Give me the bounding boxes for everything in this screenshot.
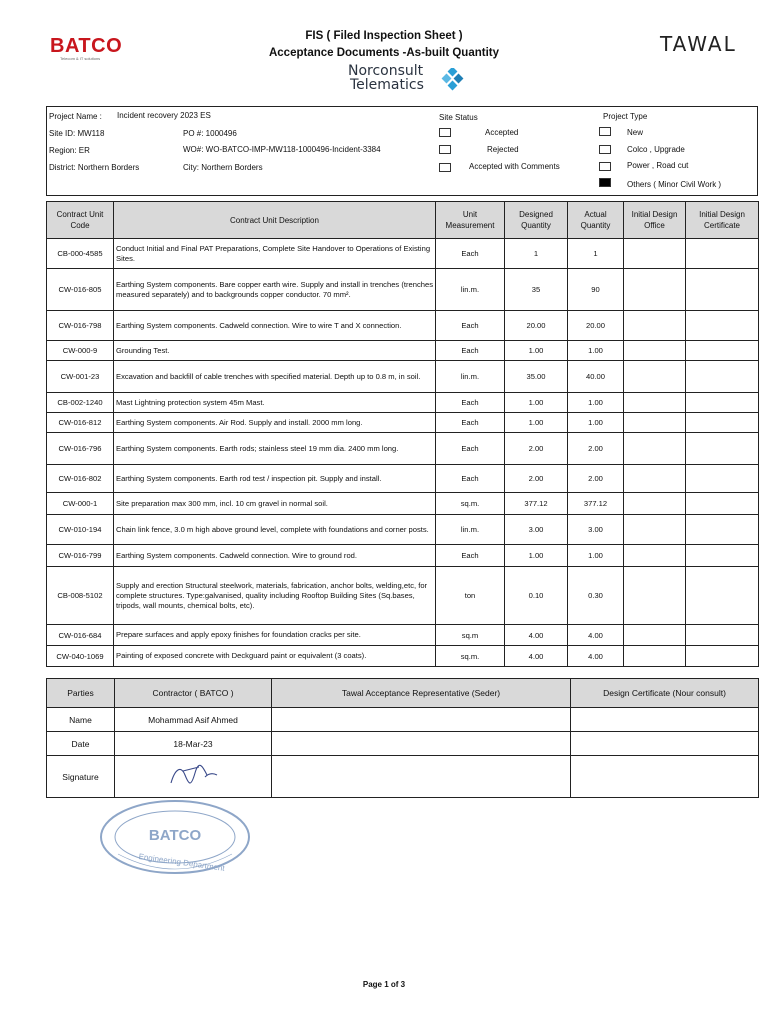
row-initial-design-certificate [686, 465, 759, 493]
row-code: CB-008-5102 [47, 567, 114, 625]
row-initial-design-certificate [686, 311, 759, 341]
row-description: Grounding Test. [114, 341, 436, 361]
site-status-label: Site Status [439, 113, 478, 122]
batco-logo-tagline: Telecom & IT solutions [60, 56, 101, 61]
row-actual-qty: 1.00 [568, 393, 624, 413]
tawal-logo [660, 32, 760, 56]
row-initial-design-certificate [686, 567, 759, 625]
contractor-date-value: 18-Mar-23 [115, 732, 272, 756]
name-label: Name [47, 708, 115, 732]
row-actual-qty: 2.00 [568, 433, 624, 465]
row-actual-qty: 0.30 [568, 567, 624, 625]
row-description: Supply and erection Structural steelwork, materials, fabrication, anchor bolts, welding,etc, for complete structures. Type:galvanised, quality including Rooftop Building Sites (Sq.bases, tripods, wall mounts, chemical bolts, etc). [114, 567, 436, 625]
row-designed-qty: 3.00 [505, 515, 568, 545]
signature-icon [165, 761, 221, 791]
row-code: CW-001-23 [47, 361, 114, 393]
row-actual-qty: 20.00 [568, 311, 624, 341]
row-unit: Each [436, 341, 505, 361]
status-accepted-label: Accepted [485, 128, 519, 137]
row-unit: Each [436, 545, 505, 567]
row-description: Chain link fence, 3.0 m high above ground level, complete with foundations and corner posts. [114, 515, 436, 545]
row-code: CW-000-1 [47, 493, 114, 515]
city: City: Northern Borders [183, 163, 263, 172]
parties-header: Parties [47, 679, 115, 708]
row-actual-qty: 1.00 [568, 413, 624, 433]
date-label: Date [47, 732, 115, 756]
document-subtitle: Acceptance Documents -As-built Quantity [268, 47, 500, 59]
table-row [47, 269, 759, 311]
table-row [47, 567, 759, 625]
batco-stamp-icon [98, 798, 252, 876]
design-certificate-date-field[interactable] [571, 732, 759, 756]
row-actual-qty: 1.00 [568, 341, 624, 361]
row-code: CW-016-798 [47, 311, 114, 341]
row-actual-qty: 377.12 [568, 493, 624, 515]
row-description: Site preparation max 300 mm, incl. 10 cm gravel in normal soil. [114, 493, 436, 515]
row-initial-design-certificate [686, 493, 759, 515]
col-header-description: Contract Unit Description [114, 202, 436, 239]
type-new-label: New [627, 128, 644, 137]
batco-logo-text: BATCO [50, 35, 123, 57]
tawal-signature-field[interactable] [272, 756, 571, 798]
row-actual-qty: 40.00 [568, 361, 624, 393]
row-initial-design-certificate [686, 393, 759, 413]
row-description: Earthing System components. Bare copper earth wire. Supply and install in trenches (trenches measured separately) and to backgrounds copper conductor. 70 mm². [114, 269, 436, 311]
row-initial-design-certificate [686, 545, 759, 567]
contractor-name-value: Mohammad Asif Ahmed [115, 708, 272, 732]
row-initial-design-certificate [686, 361, 759, 393]
document-title: FIS ( Filed Inspection Sheet ) [305, 30, 463, 42]
row-designed-qty: 4.00 [505, 646, 568, 667]
row-initial-design-certificate [686, 625, 759, 646]
batco-logo [50, 36, 136, 62]
row-initial-design-office [624, 545, 686, 567]
table-row [47, 311, 759, 341]
table-row [47, 393, 759, 413]
design-certificate-header: Design Certificate (Nour consult) [571, 679, 759, 708]
table-row [47, 413, 759, 433]
row-designed-qty: 1.00 [505, 413, 568, 433]
row-designed-qty: 1 [505, 239, 568, 269]
project-name-label: Project Name : [49, 112, 102, 121]
col-header-initial-design-certificate: Initial Design Certificate [686, 202, 759, 239]
row-initial-design-office [624, 625, 686, 646]
date-row [47, 732, 759, 756]
row-initial-design-certificate [686, 433, 759, 465]
row-designed-qty: 35.00 [505, 361, 568, 393]
row-initial-design-office [624, 393, 686, 413]
row-code: CW-016-799 [47, 545, 114, 567]
row-initial-design-office [624, 361, 686, 393]
row-description: Mast Lightning protection system 45m Mast. [114, 393, 436, 413]
row-actual-qty: 4.00 [568, 625, 624, 646]
row-initial-design-office [624, 567, 686, 625]
row-designed-qty: 377.12 [505, 493, 568, 515]
design-certificate-name-field[interactable] [571, 708, 759, 732]
type-colco-upgrade-checkbox[interactable] [599, 145, 611, 154]
row-initial-design-office [624, 311, 686, 341]
row-description: Painting of exposed concrete with Deckguard paint or equivalent (3 coats). [114, 646, 436, 667]
row-designed-qty: 1.00 [505, 341, 568, 361]
row-designed-qty: 0.10 [505, 567, 568, 625]
row-actual-qty: 1.00 [568, 545, 624, 567]
row-unit: Each [436, 393, 505, 413]
row-initial-design-certificate [686, 413, 759, 433]
row-designed-qty: 2.00 [505, 433, 568, 465]
row-initial-design-certificate [686, 515, 759, 545]
row-initial-design-office [624, 341, 686, 361]
region: Region: ER [49, 146, 90, 155]
row-initial-design-office [624, 493, 686, 515]
norconsult-diamond-icon [440, 68, 466, 92]
row-description: Conduct Initial and Final PAT Preparations, Complete Site Handover to Operations of Existing Sites. [114, 239, 436, 269]
type-others-label: Others ( Minor Civil Work ) [627, 180, 722, 189]
row-unit: lin.m. [436, 361, 505, 393]
row-description: Earthing System components. Cadweld connection. Wire to ground rod. [114, 545, 436, 567]
row-description: Earthing System components. Earth rod test / inspection pit. Supply and install. [114, 465, 436, 493]
table-row [47, 341, 759, 361]
table-row [47, 361, 759, 393]
contractor-signature-cell [115, 756, 272, 798]
tawal-logo-text: TAWAL [660, 32, 737, 56]
row-initial-design-office [624, 239, 686, 269]
table-row [47, 515, 759, 545]
project-info-box [46, 106, 758, 196]
row-designed-qty: 2.00 [505, 465, 568, 493]
name-row [47, 708, 759, 732]
col-header-initial-design-office: Initial Design Office [624, 202, 686, 239]
tawal-date-field[interactable] [272, 732, 571, 756]
row-unit: lin.m. [436, 269, 505, 311]
work-order: WO#: WO-BATCO-IMP-MW118-1000496-Incident-3384 [183, 145, 381, 154]
type-power-road-cut-label: Power , Road cut [627, 161, 689, 170]
norconsult-logo-line1: Norconsult [348, 63, 424, 79]
row-designed-qty: 35 [505, 269, 568, 311]
row-code: CW-000-9 [47, 341, 114, 361]
row-description: Excavation and backfill of cable trenches with specified material. Depth up to 0.8 m, in soil. [114, 361, 436, 393]
row-designed-qty: 4.00 [505, 625, 568, 646]
row-code: CW-016-812 [47, 413, 114, 433]
row-initial-design-office [624, 413, 686, 433]
row-designed-qty: 1.00 [505, 545, 568, 567]
design-certificate-signature-field[interactable] [571, 756, 759, 798]
table-row [47, 646, 759, 667]
table-row [47, 239, 759, 269]
status-rejected-label: Rejected [487, 145, 519, 154]
row-unit: sq.m. [436, 646, 505, 667]
page-number: Page 1 of 3 [362, 980, 406, 989]
stamp-caption-text: Engineering Department [138, 851, 226, 873]
row-initial-design-certificate [686, 341, 759, 361]
status-accepted-with-comments-label: Accepted with Comments [469, 162, 560, 171]
row-unit: ton [436, 567, 505, 625]
row-initial-design-office [624, 269, 686, 311]
site-id: Site ID: MW118 [49, 129, 105, 138]
row-unit: Each [436, 433, 505, 465]
col-header-designed-qty: Designed Quantity [505, 202, 568, 239]
table-row [47, 545, 759, 567]
row-description: Earthing System components. Air Rod. Supply and install. 2000 mm long. [114, 413, 436, 433]
col-header-code: Contract Unit Code [47, 202, 114, 239]
row-unit: Each [436, 465, 505, 493]
col-header-unit: Unit Measurement [436, 202, 505, 239]
contractor-header: Contractor ( BATCO ) [115, 679, 272, 708]
type-colco-upgrade-label: Colco , Upgrade [627, 145, 685, 154]
district: District: Northern Borders [49, 163, 140, 172]
row-code: CW-010-194 [47, 515, 114, 545]
project-type-label: Project Type [603, 112, 648, 121]
norconsult-logo-line2: Telematics [350, 77, 424, 93]
row-designed-qty: 1.00 [505, 393, 568, 413]
table-row [47, 625, 759, 646]
row-code: CW-016-684 [47, 625, 114, 646]
col-header-actual-qty: Actual Quantity [568, 202, 624, 239]
row-unit: sq.m [436, 625, 505, 646]
row-actual-qty: 2.00 [568, 465, 624, 493]
row-actual-qty: 1 [568, 239, 624, 269]
row-description: Earthing System components. Earth rods; stainless steel 19 mm dia. 2400 mm long. [114, 433, 436, 465]
stamp-logo-text: BATCO [148, 827, 202, 844]
table-row [47, 465, 759, 493]
table-row [47, 493, 759, 515]
type-others-checkbox[interactable] [599, 178, 611, 187]
row-code: CW-040-1069 [47, 646, 114, 667]
signature-row [47, 756, 759, 798]
row-unit: Each [436, 413, 505, 433]
row-actual-qty: 3.00 [568, 515, 624, 545]
row-code: CW-016-796 [47, 433, 114, 465]
row-initial-design-certificate [686, 646, 759, 667]
row-initial-design-certificate [686, 239, 759, 269]
row-code: CW-016-805 [47, 269, 114, 311]
row-designed-qty: 20.00 [505, 311, 568, 341]
tawal-representative-header: Tawal Acceptance Representative (Seder) [272, 679, 571, 708]
row-unit: Each [436, 311, 505, 341]
po-number: PO #: 1000496 [183, 129, 237, 138]
norconsult-logo [348, 64, 468, 94]
row-description: Prepare surfaces and apply epoxy finishes for foundation cracks per site. [114, 625, 436, 646]
parties-table [46, 678, 759, 798]
row-code: CB-002-1240 [47, 393, 114, 413]
row-initial-design-certificate [686, 269, 759, 311]
row-unit: sq.m. [436, 493, 505, 515]
row-code: CW-016-802 [47, 465, 114, 493]
status-rejected-checkbox[interactable] [439, 145, 451, 154]
parties-header-row [47, 679, 759, 708]
status-accepted-checkbox[interactable] [439, 128, 451, 137]
table-header-row [47, 202, 759, 239]
type-power-road-cut-checkbox[interactable] [599, 162, 611, 171]
status-accepted-with-comments-checkbox[interactable] [439, 163, 451, 172]
row-description: Earthing System components. Cadweld connection. Wire to wire T and X connection. [114, 311, 436, 341]
row-actual-qty: 90 [568, 269, 624, 311]
quantities-table [46, 201, 759, 667]
row-unit: Each [436, 239, 505, 269]
signature-label: Signature [47, 756, 115, 798]
row-initial-design-office [624, 465, 686, 493]
row-actual-qty: 4.00 [568, 646, 624, 667]
row-initial-design-office [624, 646, 686, 667]
type-new-checkbox[interactable] [599, 127, 611, 136]
row-initial-design-office [624, 515, 686, 545]
project-name-value: Incident recovery 2023 ES [117, 111, 211, 120]
tawal-name-field[interactable] [272, 708, 571, 732]
table-row [47, 433, 759, 465]
row-unit: lin.m. [436, 515, 505, 545]
row-code: CB-000-4585 [47, 239, 114, 269]
row-initial-design-office [624, 433, 686, 465]
